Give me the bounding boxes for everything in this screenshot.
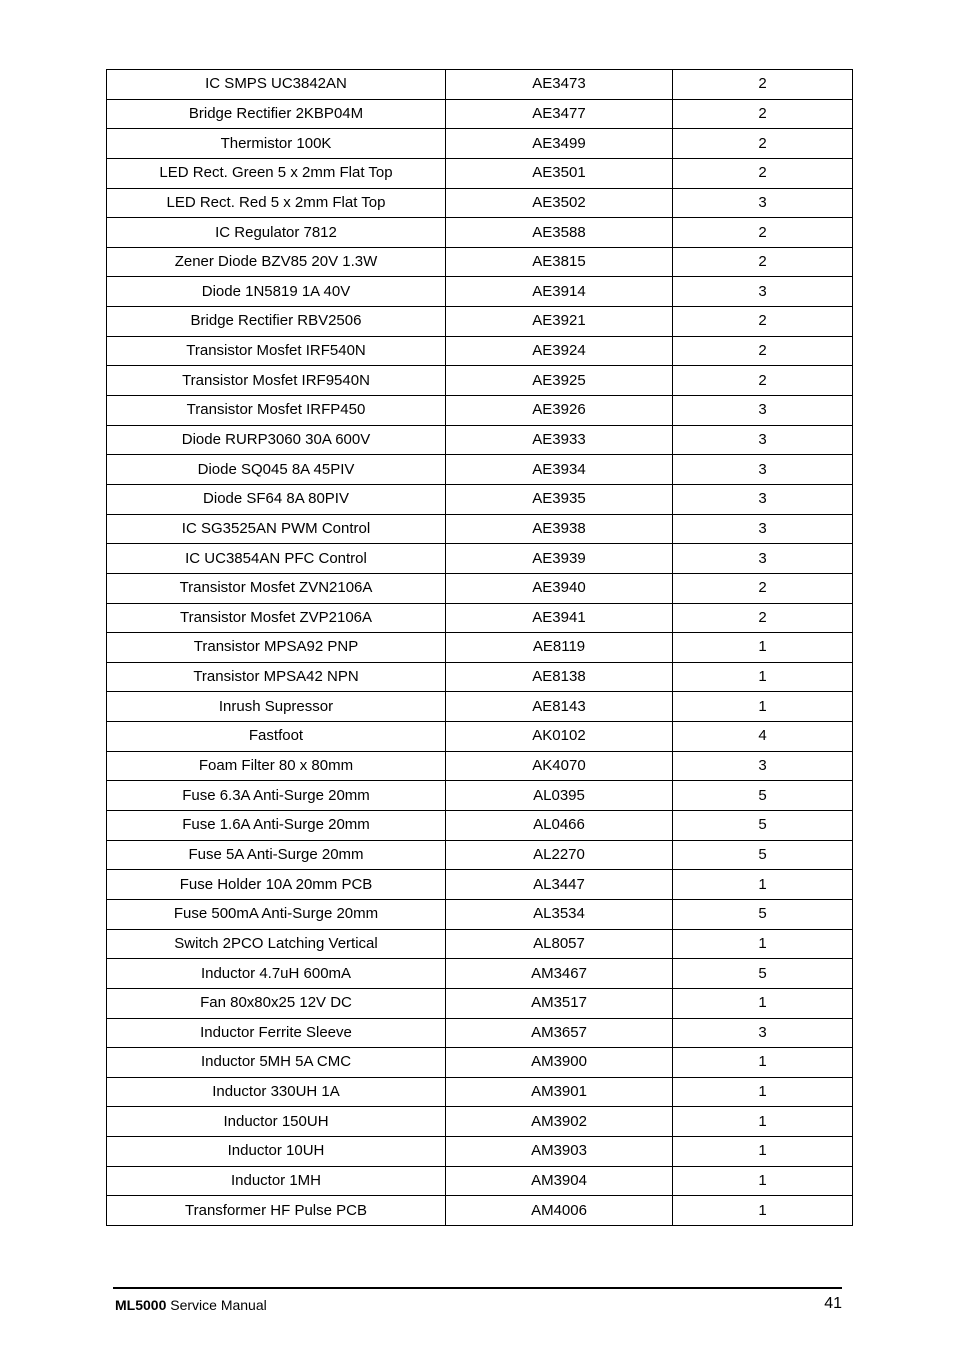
part-code-cell: AL3534 [446, 899, 673, 929]
part-description-cell: Inductor 150UH [107, 1107, 446, 1137]
part-qty-cell: 1 [673, 929, 853, 959]
part-qty-cell: 3 [673, 1018, 853, 1048]
part-code-cell: AE3921 [446, 307, 673, 337]
part-qty-cell: 3 [673, 751, 853, 781]
part-description-cell: Thermistor 100K [107, 129, 446, 159]
part-description-cell: Zener Diode BZV85 20V 1.3W [107, 247, 446, 277]
part-description-cell: IC SG3525AN PWM Control [107, 514, 446, 544]
part-code-cell: AL2270 [446, 840, 673, 870]
part-description-cell: Fuse 6.3A Anti-Surge 20mm [107, 781, 446, 811]
part-code-cell: AL0466 [446, 811, 673, 841]
part-description-cell: Transistor MPSA42 NPN [107, 662, 446, 692]
part-code-cell: AE3815 [446, 247, 673, 277]
part-description-cell: Inductor 4.7uH 600mA [107, 959, 446, 989]
part-code-cell: AE3502 [446, 188, 673, 218]
part-description-cell: Transistor Mosfet ZVP2106A [107, 603, 446, 633]
table-row [107, 573, 853, 603]
part-qty-cell: 1 [673, 1077, 853, 1107]
part-qty-cell: 1 [673, 1137, 853, 1167]
footer-product: ML5000 [115, 1297, 167, 1313]
table-row [107, 929, 853, 959]
table-row [107, 218, 853, 248]
part-code-cell: AL8057 [446, 929, 673, 959]
part-code-cell: AE3473 [446, 70, 673, 100]
part-qty-cell: 1 [673, 1166, 853, 1196]
table-row [107, 366, 853, 396]
part-code-cell: AE3935 [446, 484, 673, 514]
part-code-cell: AL0395 [446, 781, 673, 811]
part-description-cell: Inrush Supressor [107, 692, 446, 722]
footer-rule [113, 1287, 842, 1289]
table-row [107, 1196, 853, 1226]
table-row [107, 840, 853, 870]
part-qty-cell: 1 [673, 988, 853, 1018]
table-row [107, 188, 853, 218]
table-row [107, 811, 853, 841]
part-qty-cell: 2 [673, 307, 853, 337]
footer-title [115, 1297, 267, 1313]
table-row [107, 1048, 853, 1078]
part-code-cell: AK4070 [446, 751, 673, 781]
table-row [107, 99, 853, 129]
part-description-cell: Diode SF64 8A 80PIV [107, 484, 446, 514]
part-code-cell: AM3901 [446, 1077, 673, 1107]
part-description-cell: Fan 80x80x25 12V DC [107, 988, 446, 1018]
part-code-cell: AE3499 [446, 129, 673, 159]
part-description-cell: Fuse 1.6A Anti-Surge 20mm [107, 811, 446, 841]
table-row [107, 751, 853, 781]
part-qty-cell: 5 [673, 840, 853, 870]
part-code-cell: AE3588 [446, 218, 673, 248]
part-code-cell: AE3914 [446, 277, 673, 307]
table-row [107, 277, 853, 307]
table-row [107, 247, 853, 277]
part-qty-cell: 3 [673, 484, 853, 514]
part-description-cell: Fastfoot [107, 722, 446, 752]
table-row [107, 1137, 853, 1167]
part-qty-cell: 1 [673, 1107, 853, 1137]
part-description-cell: Inductor Ferrite Sleeve [107, 1018, 446, 1048]
part-description-cell: Diode RURP3060 30A 600V [107, 425, 446, 455]
part-code-cell: AK0102 [446, 722, 673, 752]
table-row [107, 633, 853, 663]
part-qty-cell: 3 [673, 396, 853, 426]
parts-table [106, 69, 853, 1226]
table-row [107, 1166, 853, 1196]
footer-manual: Service Manual [166, 1297, 267, 1313]
parts-table-body [107, 70, 853, 1226]
part-qty-cell: 2 [673, 70, 853, 100]
part-code-cell: AE3925 [446, 366, 673, 396]
part-code-cell: AE3924 [446, 336, 673, 366]
part-qty-cell: 5 [673, 899, 853, 929]
part-code-cell: AM4006 [446, 1196, 673, 1226]
part-qty-cell: 3 [673, 425, 853, 455]
part-qty-cell: 2 [673, 573, 853, 603]
table-row [107, 336, 853, 366]
table-row [107, 307, 853, 337]
part-qty-cell: 5 [673, 959, 853, 989]
part-qty-cell: 2 [673, 366, 853, 396]
part-code-cell: AE3926 [446, 396, 673, 426]
table-row [107, 70, 853, 100]
table-row [107, 959, 853, 989]
part-qty-cell: 4 [673, 722, 853, 752]
table-row [107, 484, 853, 514]
part-qty-cell: 2 [673, 158, 853, 188]
part-qty-cell: 2 [673, 218, 853, 248]
table-row [107, 662, 853, 692]
part-description-cell: Transformer HF Pulse PCB [107, 1196, 446, 1226]
part-description-cell: Inductor 5MH 5A CMC [107, 1048, 446, 1078]
part-description-cell: LED Rect. Green 5 x 2mm Flat Top [107, 158, 446, 188]
part-description-cell: Diode SQ045 8A 45PIV [107, 455, 446, 485]
part-qty-cell: 3 [673, 277, 853, 307]
part-code-cell: AM3902 [446, 1107, 673, 1137]
part-qty-cell: 2 [673, 603, 853, 633]
part-qty-cell: 1 [673, 633, 853, 663]
table-row [107, 781, 853, 811]
table-row [107, 544, 853, 574]
part-qty-cell: 1 [673, 692, 853, 722]
table-row [107, 692, 853, 722]
part-code-cell: AE8138 [446, 662, 673, 692]
part-code-cell: AM3517 [446, 988, 673, 1018]
part-description-cell: Bridge Rectifier RBV2506 [107, 307, 446, 337]
part-description-cell: Fuse Holder 10A 20mm PCB [107, 870, 446, 900]
table-row [107, 129, 853, 159]
part-description-cell: Transistor Mosfet IRF9540N [107, 366, 446, 396]
part-qty-cell: 5 [673, 811, 853, 841]
part-code-cell: AE3938 [446, 514, 673, 544]
part-description-cell: Inductor 1MH [107, 1166, 446, 1196]
table-row [107, 899, 853, 929]
part-code-cell: AL3447 [446, 870, 673, 900]
part-code-cell: AE3939 [446, 544, 673, 574]
part-description-cell: Fuse 500mA Anti-Surge 20mm [107, 899, 446, 929]
part-code-cell: AE3941 [446, 603, 673, 633]
part-code-cell: AE3477 [446, 99, 673, 129]
table-row [107, 603, 853, 633]
part-description-cell: Switch 2PCO Latching Vertical [107, 929, 446, 959]
part-code-cell: AE3501 [446, 158, 673, 188]
table-row [107, 514, 853, 544]
part-description-cell: LED Rect. Red 5 x 2mm Flat Top [107, 188, 446, 218]
part-code-cell: AE3933 [446, 425, 673, 455]
table-row [107, 1018, 853, 1048]
part-qty-cell: 3 [673, 455, 853, 485]
table-row [107, 1077, 853, 1107]
part-description-cell: Transistor MPSA92 PNP [107, 633, 446, 663]
part-description-cell: Inductor 330UH 1A [107, 1077, 446, 1107]
part-description-cell: Transistor Mosfet IRF540N [107, 336, 446, 366]
part-qty-cell: 2 [673, 129, 853, 159]
part-qty-cell: 1 [673, 870, 853, 900]
part-qty-cell: 3 [673, 188, 853, 218]
part-qty-cell: 3 [673, 514, 853, 544]
part-qty-cell: 5 [673, 781, 853, 811]
part-qty-cell: 1 [673, 662, 853, 692]
part-qty-cell: 2 [673, 99, 853, 129]
table-row [107, 425, 853, 455]
part-description-cell: IC Regulator 7812 [107, 218, 446, 248]
table-row [107, 870, 853, 900]
part-code-cell: AM3903 [446, 1137, 673, 1167]
table-row [107, 158, 853, 188]
part-code-cell: AM3900 [446, 1048, 673, 1078]
table-row [107, 1107, 853, 1137]
part-qty-cell: 2 [673, 247, 853, 277]
part-qty-cell: 3 [673, 544, 853, 574]
part-description-cell: IC SMPS UC3842AN [107, 70, 446, 100]
part-code-cell: AM3904 [446, 1166, 673, 1196]
part-description-cell: Foam Filter 80 x 80mm [107, 751, 446, 781]
part-description-cell: IC UC3854AN PFC Control [107, 544, 446, 574]
part-description-cell: Bridge Rectifier 2KBP04M [107, 99, 446, 129]
part-description-cell: Diode 1N5819 1A 40V [107, 277, 446, 307]
part-qty-cell: 1 [673, 1196, 853, 1226]
part-code-cell: AM3467 [446, 959, 673, 989]
part-description-cell: Inductor 10UH [107, 1137, 446, 1167]
part-code-cell: AE3934 [446, 455, 673, 485]
part-qty-cell: 1 [673, 1048, 853, 1078]
part-description-cell: Transistor Mosfet IRFP450 [107, 396, 446, 426]
table-row [107, 396, 853, 426]
part-description-cell: Fuse 5A Anti-Surge 20mm [107, 840, 446, 870]
part-qty-cell: 2 [673, 336, 853, 366]
part-code-cell: AM3657 [446, 1018, 673, 1048]
table-row [107, 455, 853, 485]
part-code-cell: AE3940 [446, 573, 673, 603]
table-row [107, 722, 853, 752]
part-code-cell: AE8143 [446, 692, 673, 722]
part-description-cell: Transistor Mosfet ZVN2106A [107, 573, 446, 603]
table-row [107, 988, 853, 1018]
page-number: 41 [824, 1295, 842, 1312]
part-code-cell: AE8119 [446, 633, 673, 663]
